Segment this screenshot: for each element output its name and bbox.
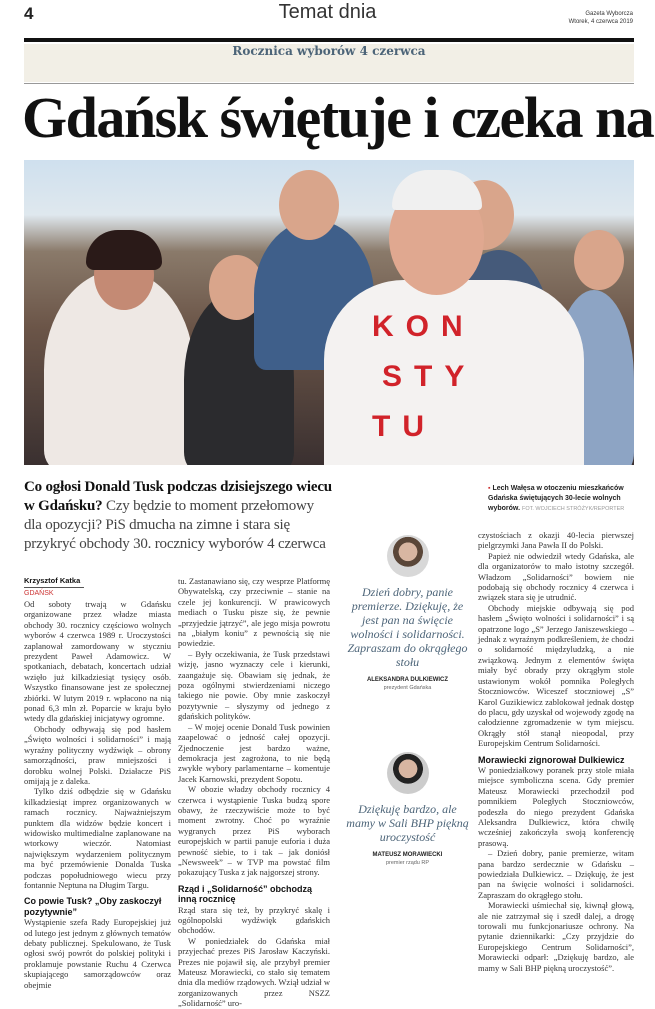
quote-author: MATEUSZ MORAWIECKI (372, 852, 443, 858)
column-4 (478, 530, 634, 973)
masthead (569, 10, 633, 26)
paragraph: Obchody odbywają się pod hasłem „Święto wolności i solidarności” i mają wyraźny polityczny wydźwięk – obrony samorządności, praw mniejszości i dorobku wolnej Polski. Działacze PiS omijają je z daleka. (24, 723, 171, 786)
column-1 (24, 576, 171, 990)
paragraph: – Dzień dobry, panie premierze, witam pana bardzo serdecznie w Gdańsku – powiedziała Dulkiewicz. – Dziękuję, że jest pan na święcie wolności i solidarności. Zapraszam do okrągłego stołu. (478, 848, 634, 900)
paragraph: Papież nie odwiedził wtedy Gdańska, ale dla organizatorów to mało istotny szczegół. Władzom „Solidarności” bowiem nie podobają się obchody rocznicy 4 czerwca i związek stara się je utrudnić. (478, 550, 634, 603)
caption-bullet: ▪ (488, 485, 491, 492)
dateline: GDAŃSK (24, 590, 54, 597)
paragraph: W poniedziałkowy poranek przy stole miała miejsce symboliczna scena. Gdy premier Mateusz Morawiecki przechodził pod pomnikiem Poległych Stoczniowców, podeszła do niego prezydent Gdańska Aleksandra Dulkiewicz, która chwilę wcześniej zakończyła swoją konferencję prasową. (478, 764, 634, 848)
paragraph: – Były oczekiwania, że Tusk przedstawi wizję, jasno wyznaczy cele i kierunki, zaangażuje się. Obawiam się jednak, że poza ogólnymi stwierdzeniami niczego takiego nie powie. Oby mnie zaskoczył pozytywnie – słyszymy od jednego z gdańskich polityków. (178, 648, 330, 722)
headline: Gdańsk świętuje i czeka na (22, 85, 654, 150)
shirt-text-3: TU (372, 410, 436, 443)
main-photo (24, 160, 634, 465)
lede-text: Czy będzie to moment przełomowy dla opozycji? PiS dmucha na zimne i stara się przykryć obchody 30. rocznicy wyborów 4 czerwca (24, 498, 326, 552)
section-title: Temat dnia (278, 1, 377, 23)
caption-text: Lech Wałęsa w otoczeniu mieszkańców Gdańska świętujących 30-lecie wolnych wyborów. (488, 485, 624, 512)
shirt-text-1: KON (372, 310, 475, 343)
pull-quote-morawiecki (345, 752, 470, 866)
pull-quote-dulkiewicz (345, 535, 470, 691)
paragraph: Rząd stara się też, by przykryć skalę i ogólnopolski wydźwięk gdańskich obchodów. (178, 904, 330, 936)
photo-credit: FOT. WOJCIECH STRÓŻYK/REPORTER (521, 506, 625, 512)
subheading: Rząd i „Solidarność” obchodzą inną rocznicę (178, 883, 313, 905)
paragraph: W poniedziałek do Gdańska miał przyjechać prezes PiS Jarosław Kaczyński. Prezes nie pojawił się, ale przybył premier Mateusz Morawiecki, co stało się tematem dnia dla mediów rządowych. Wziął udział w zorganizowanych przez NSZZ „Solidarność” uro- (178, 935, 330, 1009)
paragraph: – W mojej ocenie Donald Tusk powinien zaapelować o jedność całej opozycji. Zjednoczenie jest bardzo ważne, demokracja jest zagrożona, to nie będą zwykłe wybory parlamentarne – komentuje Jacek Karnowski, prezydent Sopotu. (178, 721, 330, 784)
topic-band (24, 44, 634, 82)
paragraph: W obozie władzy obchody rocznicy 4 czerwca i wystąpienie Tuska budzą spore obawy, że rzeczywiście może to być moment zwrotny. Choć po wyraźnie wygranych przez PiS wyborach europejskich w partii panuje euforia i duża pewność siebie, to i tak – jak doniósł „Newsweek” – w TVP ma powstać film pokazujący Tuska z jak najgorszej strony. (178, 784, 330, 878)
subheading: Morawiecki zignorował Dulkiewicz (478, 754, 625, 765)
quote-author: ALEKSANDRA DULKIEWICZ (366, 677, 449, 683)
paragraph: Od soboty trwają w Gdańsku organizowane przez władze miasta obchody 30. rocznicy częściowo wolnych wyborów 4 czerwca 1989 r. Uroczystości zaplanował zamordowany w styczniu prezydent Paweł Adamowicz. W spotkaniach, debatach, koncertach udział wzięło już kilkadziesiąt tysięcy osób. Wszystko finansowane jest ze społecznej zbiórki. W lutym 2019 r. wpłacono na nią ponad 6,3 mln zł. Poparcie w kraju było wtedy dla gdańskiej inicjatywy ogromne. (24, 599, 171, 724)
topic-label: Rocznica wyborów 4 czerwca (232, 44, 426, 58)
avatar (387, 752, 429, 794)
paragraph: Tylko dziś odbędzie się w Gdańsku kilkadziesiąt imprez organizowanych w ramach rocznicy. Najważniejszym punktem dla widzów będzie koncert i widowisko multimedialne zaplanowane na wtorkowy wieczór. Natomiast największym wydarzeniem politycznym ma być przemówienie Donalda Tuska podczas popołudniowego wiecu przy fontannie Neptuna na Długim Targu. (24, 786, 171, 890)
issue-date: Wtorek, 4 czerwca 2019 (568, 19, 633, 25)
paragraph: tu. Zastanawiano się, czy wesprze Platformę Obywatelską, czy przeciwnie – stanie na czele jej konkurencji. W prawicowych mediach o Tusku pisze się, że pewnie „przyjedzie jątrzyć”, ale jego misja powrotu na „białym koniu” z pewnością się nie powiedzie. (178, 576, 330, 649)
paragraph: Obchody miejskie odbywają się pod hasłem „Święto wolności i solidarności” i są opatrzone logo „S” Jerzego Janiszewskiego – jednak z wyraźnym podkreśleniem, że chodzi o solidarność międzyludzką, a nie związkową. Jednym z elementów święta miały być obrady przy okrągłym stole ustawionym wokół pomnika Poległych Stoczniowców. Wiceszef stoczniowej „S” Karol Guzikiewicz zablokował jednak dostęp do placu, gdy uzyskał od wojewody zgodę na całodzienne zgromadzenie w tym miejscu. Okrągły stół stanął nieopodal, przy Europejskim Centrum Solidarności. (478, 602, 634, 749)
column-2 (178, 576, 330, 1009)
paragraph: Morawiecki uśmiechał się, kiwnął głową, ale nie zatrzymał się i szedł dalej, a drogę torowali mu funkcjonariusze ochrony. Na pytanie dziennikarki: „Czy przyjdzie do Europejskiego Centrum Solidarności”, Morawiecki odparł: „Dziękuję bardzo, ale mamy w Sali BHP piękną uroczystość”. (478, 900, 634, 973)
paragraph: czystościach z okazji 40-lecia pierwszej pielgrzymki Jana Pawła II do Polski. (478, 530, 634, 551)
top-rule (24, 38, 634, 42)
byline: Krzysztof Katka (24, 576, 84, 588)
paragraph: Wystąpienie szefa Rady Europejskiej już od lutego jest jednym z głównych tematów debaty publicznej. Spekulowano, że Tusk ogłosi swój powrót do polskiej polityki i proklamuje powstanie Ruchu 4 Czerwca skupiającego samorządowców oraz obejmie (24, 917, 171, 990)
quote-text: Dziękuję bardzo, ale mamy w Sali BHP piękną uroczystość (346, 802, 469, 844)
shirt-text-2: STY (382, 360, 477, 393)
subheading: Co powie Tusk? „Oby zaskoczył pozytywnie” (24, 896, 162, 917)
quote-role: premier rządu RP (385, 860, 430, 866)
page-number: 4 (24, 4, 34, 23)
avatar (387, 535, 429, 577)
quote-text: Dzień dobry, panie premierze. Dziękuję, że jest pan na święcie wolności i solidarności. Zapraszam do okrągłego stołu (347, 585, 468, 669)
photo-caption (488, 484, 638, 514)
quote-role: prezydent Gdańska (383, 685, 432, 691)
lede-question: Co ogłosi Donald Tusk podczas dzisiejszego wiecu w Gdańsku? (24, 479, 332, 514)
paper-name: Gazeta Wyborcza (585, 11, 633, 17)
lede (24, 478, 334, 554)
